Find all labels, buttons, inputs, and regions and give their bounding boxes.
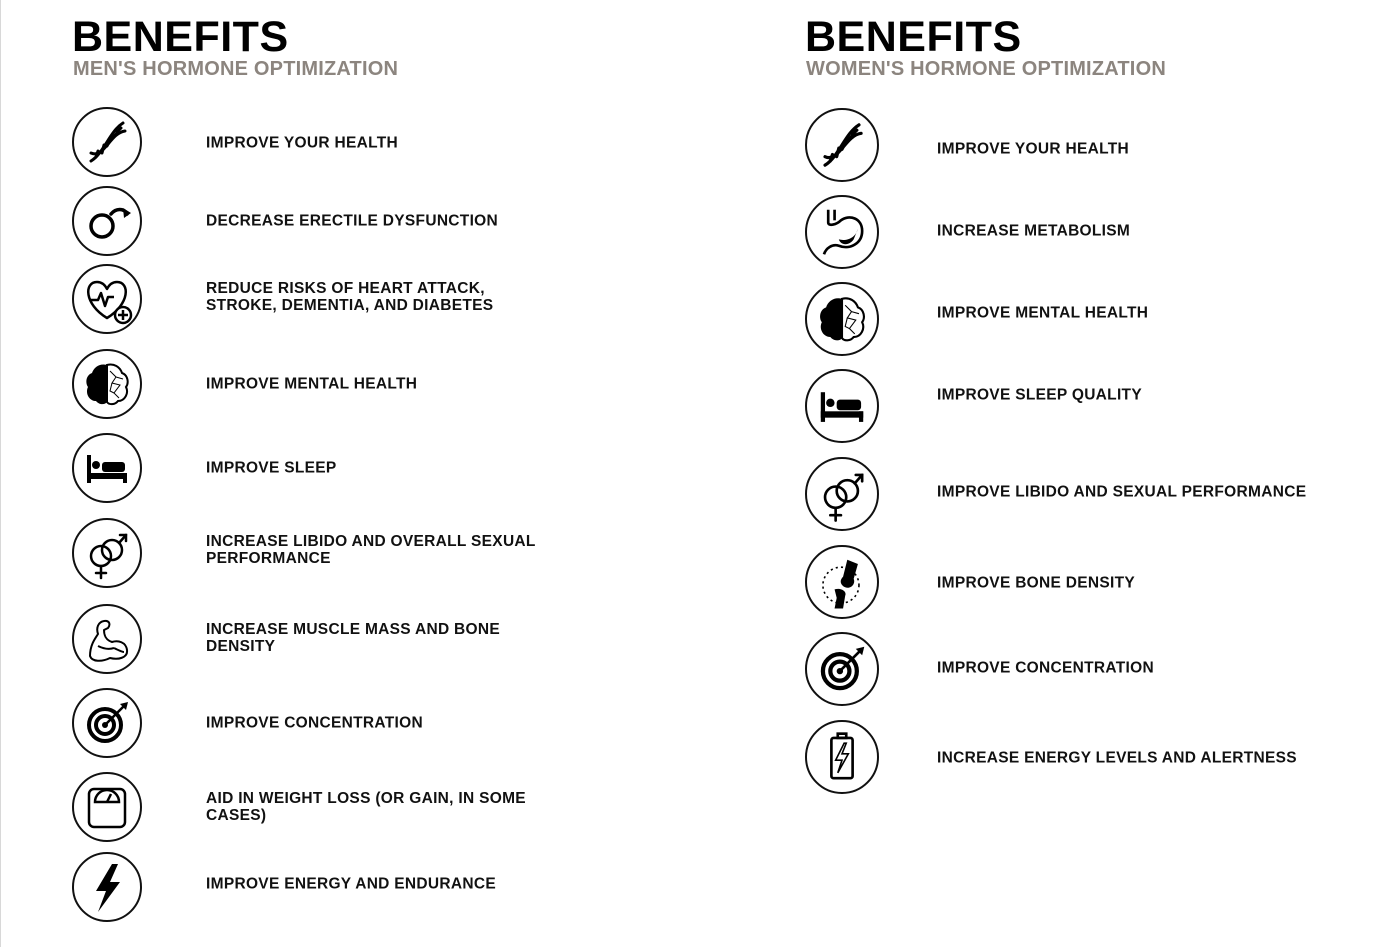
target-icon: [805, 632, 879, 706]
heart-health-icon: [72, 264, 142, 334]
bed-icon: [805, 369, 879, 443]
benefit-label: INCREASE METABOLISM: [937, 222, 1131, 240]
benefit-label: IMPROVE MENTAL HEALTH: [937, 304, 1149, 322]
benefit-label: IMPROVE SLEEP QUALITY: [937, 386, 1142, 404]
benefit-label: INCREASE LIBIDO AND OVERALL SEXUAL PERFORMANCE: [206, 533, 536, 567]
benefit-label: INCREASE ENERGY LEVELS AND ALERTNESS: [937, 749, 1297, 767]
women-subtitle: WOMEN'S HORMONE OPTIMIZATION: [806, 58, 1166, 80]
benefit-label: IMPROVE MENTAL HEALTH: [206, 375, 418, 393]
page-edge-divider: [0, 0, 1, 947]
dna-icon: [805, 108, 879, 182]
women-title: BENEFITS: [805, 13, 1022, 61]
stomach-icon: [805, 195, 879, 269]
benefit-label: IMPROVE YOUR HEALTH: [206, 134, 399, 152]
dna-icon: [72, 107, 142, 177]
benefit-label: IMPROVE BONE DENSITY: [937, 574, 1136, 592]
flexed-arm-icon: [72, 604, 142, 674]
scale-icon: [72, 772, 142, 842]
gender-symbols-icon: [805, 457, 879, 531]
benefit-label: IMPROVE LIBIDO AND SEXUAL PERFORMANCE: [937, 483, 1307, 501]
lightning-icon: [72, 852, 142, 922]
benefit-label: IMPROVE CONCENTRATION: [206, 714, 423, 732]
men-title: BENEFITS: [72, 13, 289, 61]
brain-icon: [805, 282, 879, 356]
benefit-label: INCREASE MUSCLE MASS AND BONE DENSITY: [206, 621, 501, 655]
brain-icon: [72, 349, 142, 419]
benefit-label: IMPROVE ENERGY AND ENDURANCE: [206, 875, 497, 893]
benefit-label: DECREASE ERECTILE DYSFUNCTION: [206, 212, 499, 230]
battery-icon: [805, 720, 879, 794]
benefit-label: AID IN WEIGHT LOSS (OR GAIN, IN SOME CASES): [206, 790, 526, 824]
gender-symbols-icon: [72, 518, 142, 588]
male-symbol-icon: [72, 186, 142, 256]
benefit-label: IMPROVE CONCENTRATION: [937, 659, 1154, 677]
benefit-label: IMPROVE YOUR HEALTH: [937, 140, 1130, 158]
benefit-label: REDUCE RISKS OF HEART ATTACK, STROKE, DEMENTIA, AND DIABETES: [206, 280, 494, 314]
bed-icon: [72, 433, 142, 503]
men-subtitle: MEN'S HORMONE OPTIMIZATION: [73, 58, 399, 80]
benefit-label: IMPROVE SLEEP: [206, 459, 337, 477]
knee-joint-icon: [805, 545, 879, 619]
target-icon: [72, 688, 142, 758]
